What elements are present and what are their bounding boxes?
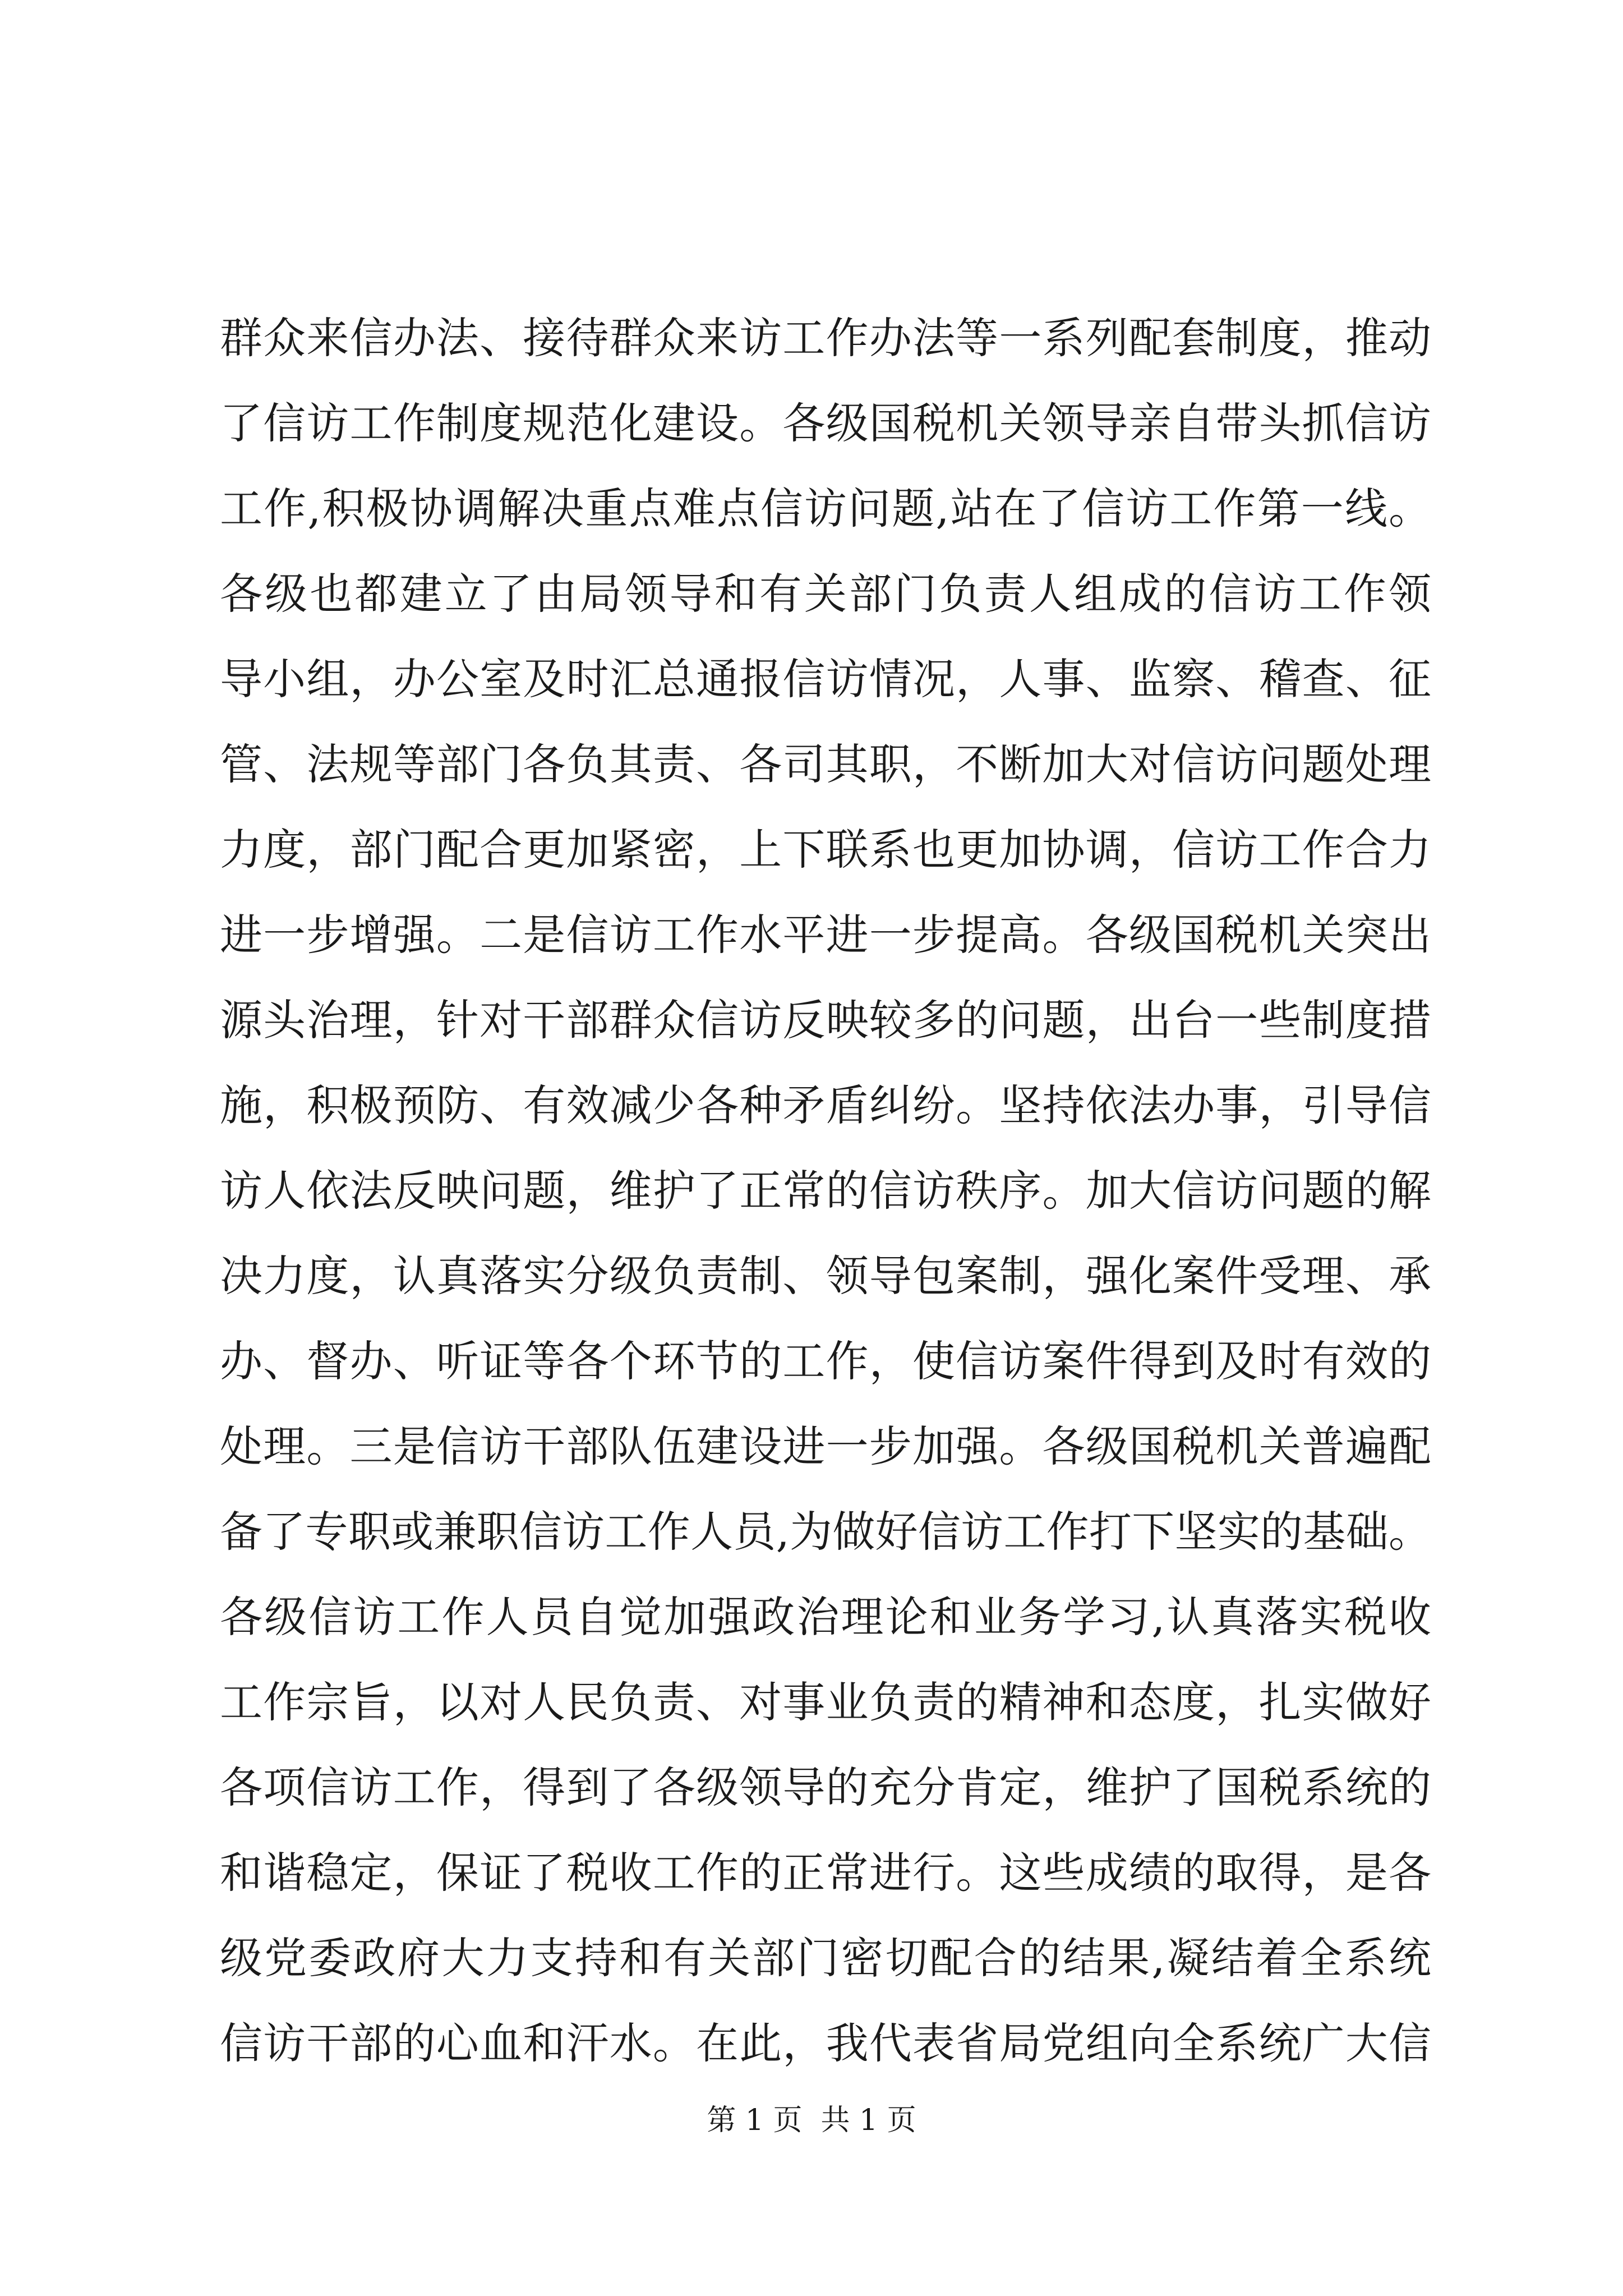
text-line: 工作宗旨，以对人民负责、对事业负责的精神和态度，扎实做好 [220, 1677, 1431, 1727]
text-line: 备了专职或兼职信访工作人员,为做好信访工作打下坚实的基础。 [220, 1507, 1431, 1557]
text-line: 源头治理，针对干部群众信访反映较多的问题，出台一些制度措 [220, 995, 1431, 1045]
text-line: 访人依法反映问题，维护了正常的信访秩序。加大信访问题的解 [220, 1166, 1431, 1216]
text-line: 决力度，认真落实分级负责制、领导包案制，强化案件受理、承 [220, 1251, 1431, 1301]
page-number-footer: 第 1 页 共 1 页 [707, 2104, 916, 2137]
text-line: 管、法规等部门各负其责、各司其职，不断加大对信访问题处理 [220, 739, 1431, 789]
text-line: 导小组，办公室及时汇总通报信访情况，人事、监察、稽查、征 [220, 654, 1431, 704]
text-line: 和谐稳定，保证了税收工作的正常进行。这些成绩的取得，是各 [220, 1848, 1431, 1898]
text-line: 办、督办、听证等各个环节的工作，使信访案件得到及时有效的 [220, 1336, 1431, 1386]
text-line: 工作,积极协调解决重点难点信访问题,站在了信访工作第一线。 [220, 484, 1431, 533]
text-line: 处理。三是信访干部队伍建设进一步加强。各级国税机关普遍配 [220, 1421, 1431, 1471]
text-line: 各项信访工作，得到了各级领导的充分肯定，维护了国税系统的 [220, 1763, 1431, 1812]
text-line: 进一步增强。二是信访工作水平进一步提高。各级国税机关突出 [220, 910, 1431, 960]
text-line: 各级也都建立了由局领导和有关部门负责人组成的信访工作领 [220, 569, 1431, 619]
text-line: 了信访工作制度规范化建设。各级国税机关领导亲自带头抓信访 [220, 398, 1431, 448]
body-text [220, 296, 1431, 2086]
text-line: 级党委政府大力支持和有关部门密切配合的结果,凝结着全系统 [220, 1933, 1431, 1983]
text-line: 各级信访工作人员自觉加强政治理论和业务学习,认真落实税收 [220, 1592, 1431, 1642]
text-line: 力度，部门配合更加紧密，上下联系也更加协调，信访工作合力 [220, 825, 1431, 875]
text-line: 施，积极预防、有效减少各种矛盾纠纷。坚持依法办事，引导信 [220, 1080, 1431, 1130]
text-line: 信访干部的心血和汗水。在此，我代表省局党组向全系统广大信 [220, 2018, 1431, 2068]
text-line: 群众来信办法、接待群众来访工作办法等一系列配套制度，推动 [220, 313, 1431, 363]
